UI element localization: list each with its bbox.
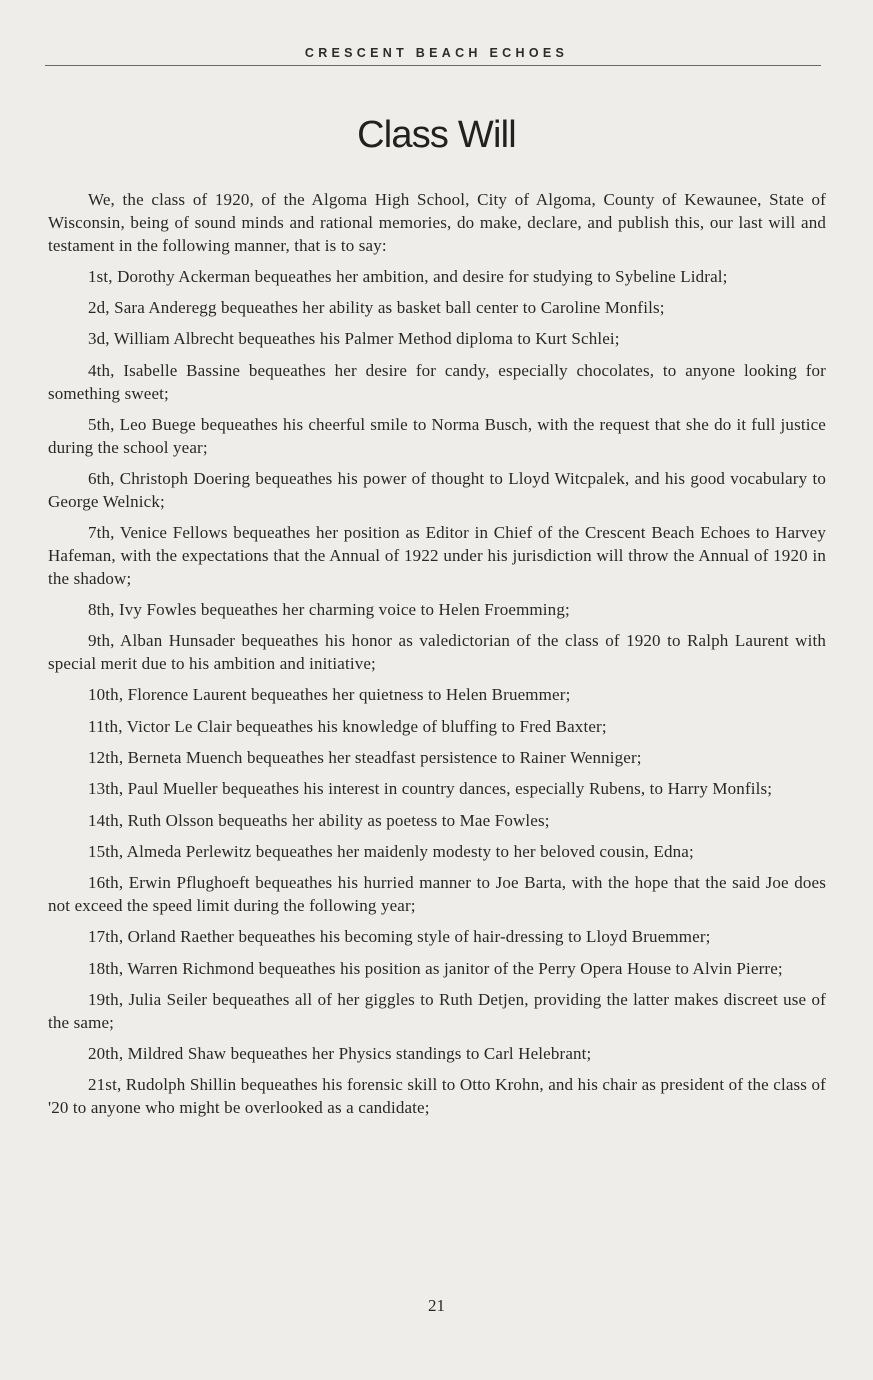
bequest-paragraph: 5th, Leo Buege bequeathes his cheerful smile to Norma Busch, with the request that she do it full justice during the school year; — [48, 414, 826, 457]
bequest-paragraph: 4th, Isabelle Bassine bequeathes her desire for candy, especially chocolates, to anyone looking for something sweet; — [48, 360, 826, 403]
bequest-paragraph: 15th, Almeda Perlewitz bequeathes her maidenly modesty to her beloved cousin, Edna; — [88, 841, 694, 861]
bequest-paragraph: 1st, Dorothy Ackerman bequeathes her ambition, and desire for studying to Sybeline Lidral; — [88, 266, 728, 286]
bequest-paragraph: 3d, William Albrecht bequeathes his Palmer Method diploma to Kurt Schlei; — [88, 329, 620, 349]
bequest-paragraph: 19th, Julia Seiler bequeathes all of her giggles to Ruth Detjen, providing the latter makes discreet use of the same; — [48, 989, 826, 1032]
bequest-paragraph: 10th, Florence Laurent bequeathes her quietness to Helen Bruemmer; — [88, 685, 571, 705]
bequest-paragraph: 13th, Paul Mueller bequeathes his interest in country dances, especially Rubens, to Harry Monfils; — [88, 779, 773, 799]
bequest-paragraph: 14th, Ruth Olsson bequeaths her ability as poetess to Mae Fowles; — [88, 810, 550, 830]
preamble-paragraph: We, the class of 1920, of the Algoma High School, City of Algoma, County of Kewaunee, State of Wisconsin, being of sound minds and rational memories, do make, declare, and publish this, our last will and testament in the following manner, that is to say: — [48, 190, 826, 255]
bequest-paragraph: 20th, Mildred Shaw bequeathes her Physics standings to Carl Helebrant; — [88, 1043, 592, 1063]
bequest-paragraph: 2d, Sara Anderegg bequeathes her ability as basket ball center to Caroline Monfils; — [88, 298, 665, 318]
header-rule — [45, 65, 821, 66]
page-title: Class Will — [357, 114, 516, 156]
bequest-paragraph: 21st, Rudolph Shillin bequeathes his forensic skill to Otto Krohn, and his chair as president of the class of '20 to anyone who might be overlooked as a candidate; — [48, 1075, 826, 1117]
bequest-paragraph: 11th, Victor Le Clair bequeathes his knowledge of bluffing to Fred Baxter; — [88, 716, 607, 736]
bequest-paragraph: 7th, Venice Fellows bequeathes her position as Editor in Chief of the Crescent Beach Echoes to Harvey Hafeman, with the expectations that the Annual of 1922 under his jurisdiction will throw the Annual of 1920 in the shadow; — [48, 523, 826, 588]
bequest-paragraph: 6th, Christoph Doering bequeathes his power of thought to Lloyd Witcpalek, and his good vocabulary to George Welnick; — [48, 468, 826, 511]
bequest-paragraph: 17th, Orland Raether bequeathes his becoming style of hair-dressing to Lloyd Bruemmer; — [88, 927, 711, 947]
bequest-paragraph: 8th, Ivy Fowles bequeathes her charming voice to Helen Froemming; — [88, 599, 570, 619]
bequest-paragraph: 18th, Warren Richmond bequeathes his position as janitor of the Perry Opera House to Alvin Pierre; — [88, 958, 783, 978]
bequest-paragraph: 16th, Erwin Pflughoeft bequeathes his hurried manner to Joe Barta, with the hope that the said Joe does not exceed the speed limit during the following year; — [48, 873, 826, 915]
document-body — [48, 189, 826, 1128]
bequest-paragraph: 12th, Berneta Muench bequeathes her steadfast persistence to Rainer Wenniger; — [88, 747, 642, 767]
bequest-paragraph: 9th, Alban Hunsader bequeathes his honor as valedictorian of the class of 1920 to Ralph Laurent with special merit due to his ambition and initiative; — [48, 631, 826, 674]
page-number: 21 — [428, 1296, 445, 1315]
running-head: CRESCENT BEACH ECHOES — [304, 46, 569, 60]
